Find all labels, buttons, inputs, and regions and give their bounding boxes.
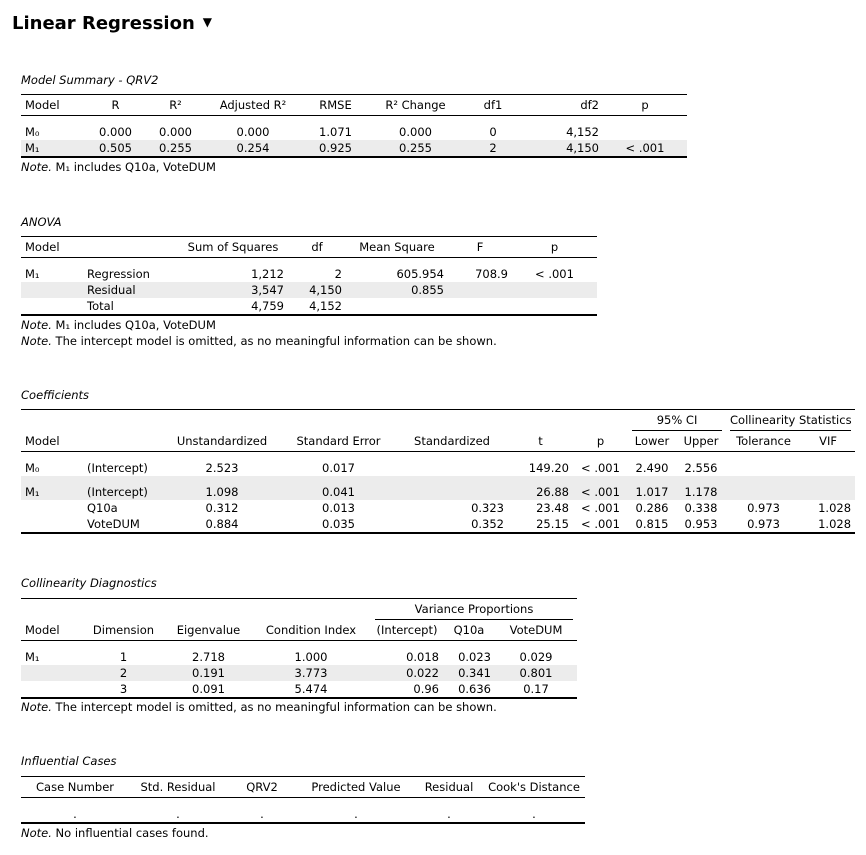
table-cell: . [483,806,585,823]
table-row [21,140,687,157]
table-cell: 0.973 [726,516,801,533]
table-cell: 0.636 [443,681,495,698]
table-cell: 2.718 [192,650,225,664]
column-header: p [596,434,605,448]
column-header: VIF [819,434,837,448]
column-header: F [476,240,484,254]
table-cell: 1.028 [801,516,855,533]
table-cell: 0.000 [99,125,132,139]
column-header: QRV2 [246,780,278,794]
table-cell: 0.973 [747,501,780,515]
table-cell: (Intercept) [83,484,163,500]
table-row [21,484,855,500]
note-label: Note. [21,700,52,714]
table-cell [512,298,597,315]
table-row [21,266,597,282]
table-row [21,516,855,533]
table-cell: 26.88 [508,484,573,500]
table-cell: 4,759 [178,298,288,315]
table-cell: 0.505 [83,140,148,157]
column-header: R [111,98,120,112]
table-cell: 1.017 [628,484,676,500]
influential-title: Influential Cases [21,754,117,768]
table-cell: 0.000 [399,125,432,139]
spacer [21,410,628,432]
table-row [21,665,577,681]
variance-proportions-header [371,599,577,621]
table-cell: 1.028 [818,501,852,515]
table-cell: 0.323 [471,501,504,515]
table-cell: 1,212 [251,267,284,281]
column-header: Residual [424,780,474,794]
note-label: Note. [21,160,52,174]
table-cell [448,298,512,315]
table-cell: M₁ [25,650,40,664]
table-cell: < .001 [573,484,628,500]
note-label: Note. [21,334,52,348]
table-cell: 0 [489,125,497,139]
column-header: Standard Error [296,434,381,448]
column-header: df1 [483,98,503,112]
table-cell [512,282,597,298]
column-header: Eigenvalue [176,623,241,637]
note-text: M₁ includes Q10a, VoteDUM [51,318,216,332]
table-cell: 2.523 [205,461,239,475]
table-cell [21,500,83,516]
column-header: p [550,240,559,254]
collinearity-note [21,700,497,714]
note-text: M₁ includes Q10a, VoteDUM [51,160,216,174]
column-header: Sum of Squares [187,240,279,254]
table-cell: 0.000 [159,125,192,139]
column-header: VoteDUM [509,623,563,637]
ci-group-header [628,410,726,432]
table-cell: . [129,806,227,823]
note-text: The intercept model is omitted, as no meaningful information can be shown. [51,334,497,348]
table-cell: 0.352 [396,516,508,533]
gap-row [21,116,687,125]
table-cell: 0.022 [371,665,443,681]
gap-cell [21,476,855,484]
table-cell: 1.071 [319,125,352,139]
column-header: Predicted Value [311,780,401,794]
analysis-title: Linear Regression [12,13,195,34]
table-cell: 0.801 [495,665,577,681]
column-header: t [538,434,543,448]
table-row [21,298,597,315]
gap-cell [21,452,855,461]
table-cell [603,124,687,140]
collinearity-group-label: Collinearity Statistics [730,410,851,431]
column-header: Model [25,434,60,448]
influential-table [21,776,585,824]
table-cell: 3,547 [178,282,288,298]
table-cell: 0.884 [163,516,281,533]
table-cell: < .001 [581,461,620,475]
column-header: Model [25,240,60,254]
gap-row [21,641,577,650]
column-header: Mean Square [359,240,435,254]
collinearity-table [21,598,577,699]
column-header: R² Change [385,98,446,112]
table-cell: (Intercept) [87,461,148,475]
table-cell [21,282,83,298]
table-cell: 1 [119,650,128,664]
table-cell: 0.855 [346,282,448,298]
table-cell: M₁ [25,267,40,281]
model-summary-table [21,94,687,158]
column-header: Unstandardized [176,434,268,448]
table-row [21,500,855,516]
column-header: df2 [580,98,599,112]
table-cell [396,460,508,476]
table-cell: 0.338 [684,501,718,515]
table-cell: Regression [87,267,150,281]
table-cell: 0.255 [368,140,463,157]
table-cell: . [227,806,297,823]
table-cell: 2 [81,665,166,681]
table-cell: 0.286 [635,501,669,515]
dropdown-triangle-icon[interactable]: ▼ [202,15,213,29]
table-cell: 23.48 [536,501,569,515]
note-text: The intercept model is omitted, as no meaningful information can be shown. [51,700,497,714]
table-cell: 1.000 [294,650,328,664]
table-cell: 0.023 [458,650,491,664]
table-cell: Total [83,298,178,315]
column-header [83,431,163,452]
column-header: Dimension [92,623,155,637]
column-header: RMSE [319,98,352,112]
table-cell [346,298,448,315]
table-cell [21,681,81,698]
table-cell: 3 [81,681,166,698]
table-cell: 0.312 [205,501,239,515]
column-header: Lower [634,434,670,448]
table-cell: 0.018 [406,650,439,664]
table-cell: 0.254 [203,140,303,157]
model-summary-note [21,160,216,174]
table-cell: 149.20 [528,461,569,475]
variance-proportions-label: Variance Proportions [375,599,573,620]
table-row [21,282,597,298]
column-header [83,237,178,258]
table-cell: VoteDUM [83,516,163,533]
table-cell: 0.091 [166,681,251,698]
table-cell: M₁ [21,484,83,500]
table-cell: M₀ [25,125,40,139]
column-header: Model [25,98,60,112]
table-cell: 2.490 [635,461,669,475]
note-text: No influential cases found. [51,826,209,840]
table-row [21,681,577,698]
table-cell: . [21,806,129,823]
column-header: Case Number [36,780,114,794]
table-cell: 0.191 [166,665,251,681]
table-cell: 4,150 [288,282,346,298]
table-cell: 0.341 [443,665,495,681]
column-header: p [641,98,649,112]
table-cell: 0.925 [303,140,368,157]
spacer [21,599,371,621]
table-cell [21,298,83,315]
table-cell: 0.953 [676,516,726,533]
anova-table [21,236,597,316]
table-cell: < .001 [581,501,620,515]
table-cell: 1.178 [676,484,726,500]
table-cell: 0.013 [322,501,355,515]
table-cell: 2.556 [684,461,718,475]
column-header: Adjusted R² [219,98,287,112]
note-label: Note. [21,318,52,332]
table-cell [21,516,83,533]
table-cell [726,484,801,500]
table-row [21,460,855,476]
column-header: Tolerance [736,434,791,448]
table-cell: Q10a [87,501,118,515]
gap-cell [21,116,687,125]
model-summary-title: Model Summary - QRV2 [21,73,159,87]
anova-note-1 [21,318,216,332]
table-cell: . [415,806,483,823]
table-cell: 0.17 [495,681,577,698]
column-header: df [311,240,323,254]
gap-cell [21,641,577,650]
gap-row [21,476,855,484]
table-cell: 3.773 [251,665,371,681]
table-cell: 25.15 [508,516,573,533]
table-cell [726,460,801,476]
table-cell: 4,152 [288,298,346,315]
table-cell: 4,150 [523,140,603,157]
table-cell [21,665,81,681]
column-header: Cook's Distance [488,780,580,794]
table-row [21,806,585,823]
influential-note [21,826,209,840]
table-cell: 0.035 [281,516,396,533]
collinearity-title: Collinearity Diagnostics [21,576,157,590]
anova-title: ANOVA [21,215,62,229]
column-header: (Intercept) [376,623,438,637]
table-row [21,649,577,665]
table-cell: < .001 [573,516,628,533]
table-cell: < .001 [603,140,687,157]
table-cell: 2 [463,140,523,157]
column-header: Standardized [414,434,490,448]
table-cell: 0.96 [371,681,443,698]
table-cell: 4,152 [566,125,599,139]
gap-cell [21,798,585,807]
table-cell: 0.041 [281,484,396,500]
table-cell: 2 [334,267,342,281]
gap-cell [21,258,597,267]
anova-note-2 [21,334,497,348]
table-cell: 5.474 [251,681,371,698]
column-header: Upper [683,434,719,448]
table-cell: 708.9 [475,267,508,281]
table-cell: 0.029 [519,650,553,664]
table-cell: . [297,806,415,823]
table-cell: 605.954 [396,267,444,281]
gap-row [21,798,585,807]
gap-row [21,452,855,461]
table-cell [448,282,512,298]
table-cell [801,484,855,500]
column-header: Q10a [453,623,485,637]
table-cell [801,460,855,476]
table-cell: 0.815 [628,516,676,533]
coefficients-table [21,409,855,534]
coefficients-title: Coefficients [21,388,90,402]
column-header: Std. Residual [140,780,216,794]
note-label: Note. [21,826,52,840]
table-cell: 0.017 [322,461,355,475]
analysis-heading[interactable] [12,13,212,34]
table-cell [396,484,508,500]
table-cell: Residual [83,282,178,298]
gap-row [21,258,597,267]
table-cell: < .001 [535,267,574,281]
table-cell: 1.098 [163,484,281,500]
column-header: Model [25,623,60,637]
column-header: R² [169,98,182,112]
table-cell: M₀ [25,461,40,475]
ci-group-label: 95% CI [632,410,722,431]
column-header: Condition Index [265,623,357,637]
table-row [21,124,687,140]
table-cell: 0.255 [148,140,203,157]
table-cell: M₁ [21,140,83,157]
table-cell: 0.000 [236,125,270,139]
collinearity-group-header [726,410,855,432]
